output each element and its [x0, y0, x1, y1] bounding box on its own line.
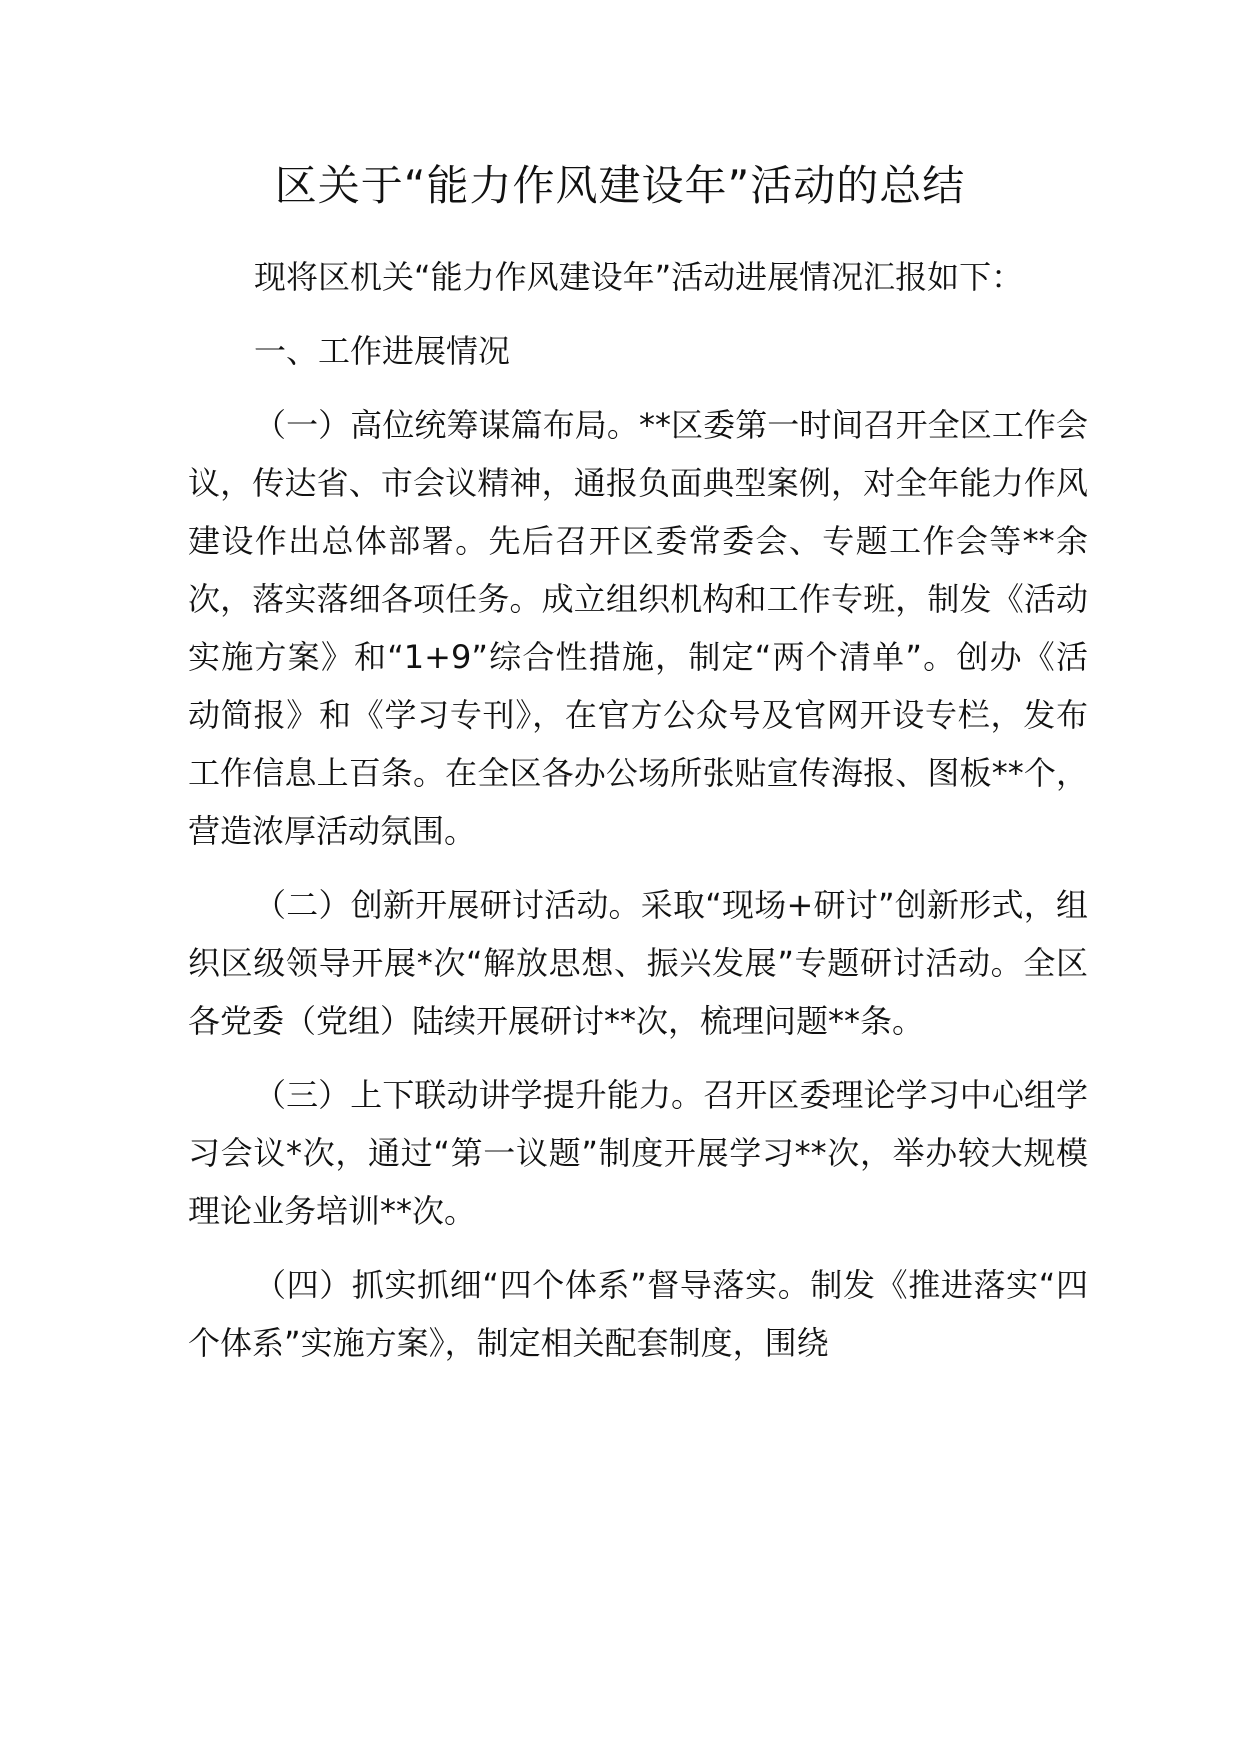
item-2-paragraph: （二）创新开展研讨活动。采取“现场+研讨”创新形式，组织区级领导开展*次“解放思想、振兴发展”专题研讨活动。全区各党委（党组）陆续开展研讨**次，梳理问题**条。 [188, 886, 1088, 1040]
document-body [188, 248, 1088, 1388]
item-4-paragraph: （四）抓实抓细“四个体系”督导落实。制发《推进落实“四个体系”实施方案》，制定相关配套制度，围绕 [188, 1266, 1088, 1362]
document-title: 区关于“能力作风建设年”活动的总结 [274, 161, 966, 210]
intro-paragraph: 现将区机关“能力作风建设年”活动进展情况汇报如下： [254, 258, 1024, 296]
item-1-paragraph: （一）高位统筹谋篇布局。**区委第一时间召开全区工作会议，传达省、市会议精神，通报负面典型案例，对全年能力作风建设作出总体部署。先后召开区委常委会、专题工作会等**余次，落实落细各项任务。成立组织机构和工作专班，制发《活动实施方案》和“1+9”综合性措施，制定“两个清单”。创办《活动简报》和《学习专刊》，在官方公众号及官网开设专栏，发布工作信息上百条。在全区各办公场所张贴宣传海报、图板**个，营造浓厚活动氛围。 [188, 406, 1088, 850]
item-3-paragraph: （三）上下联动讲学提升能力。召开区委理论学习中心组学习会议*次，通过“第一议题”制度开展学习**次，举办较大规模理论业务培训**次。 [188, 1076, 1088, 1230]
section-heading: 一、工作进展情况 [254, 332, 511, 370]
